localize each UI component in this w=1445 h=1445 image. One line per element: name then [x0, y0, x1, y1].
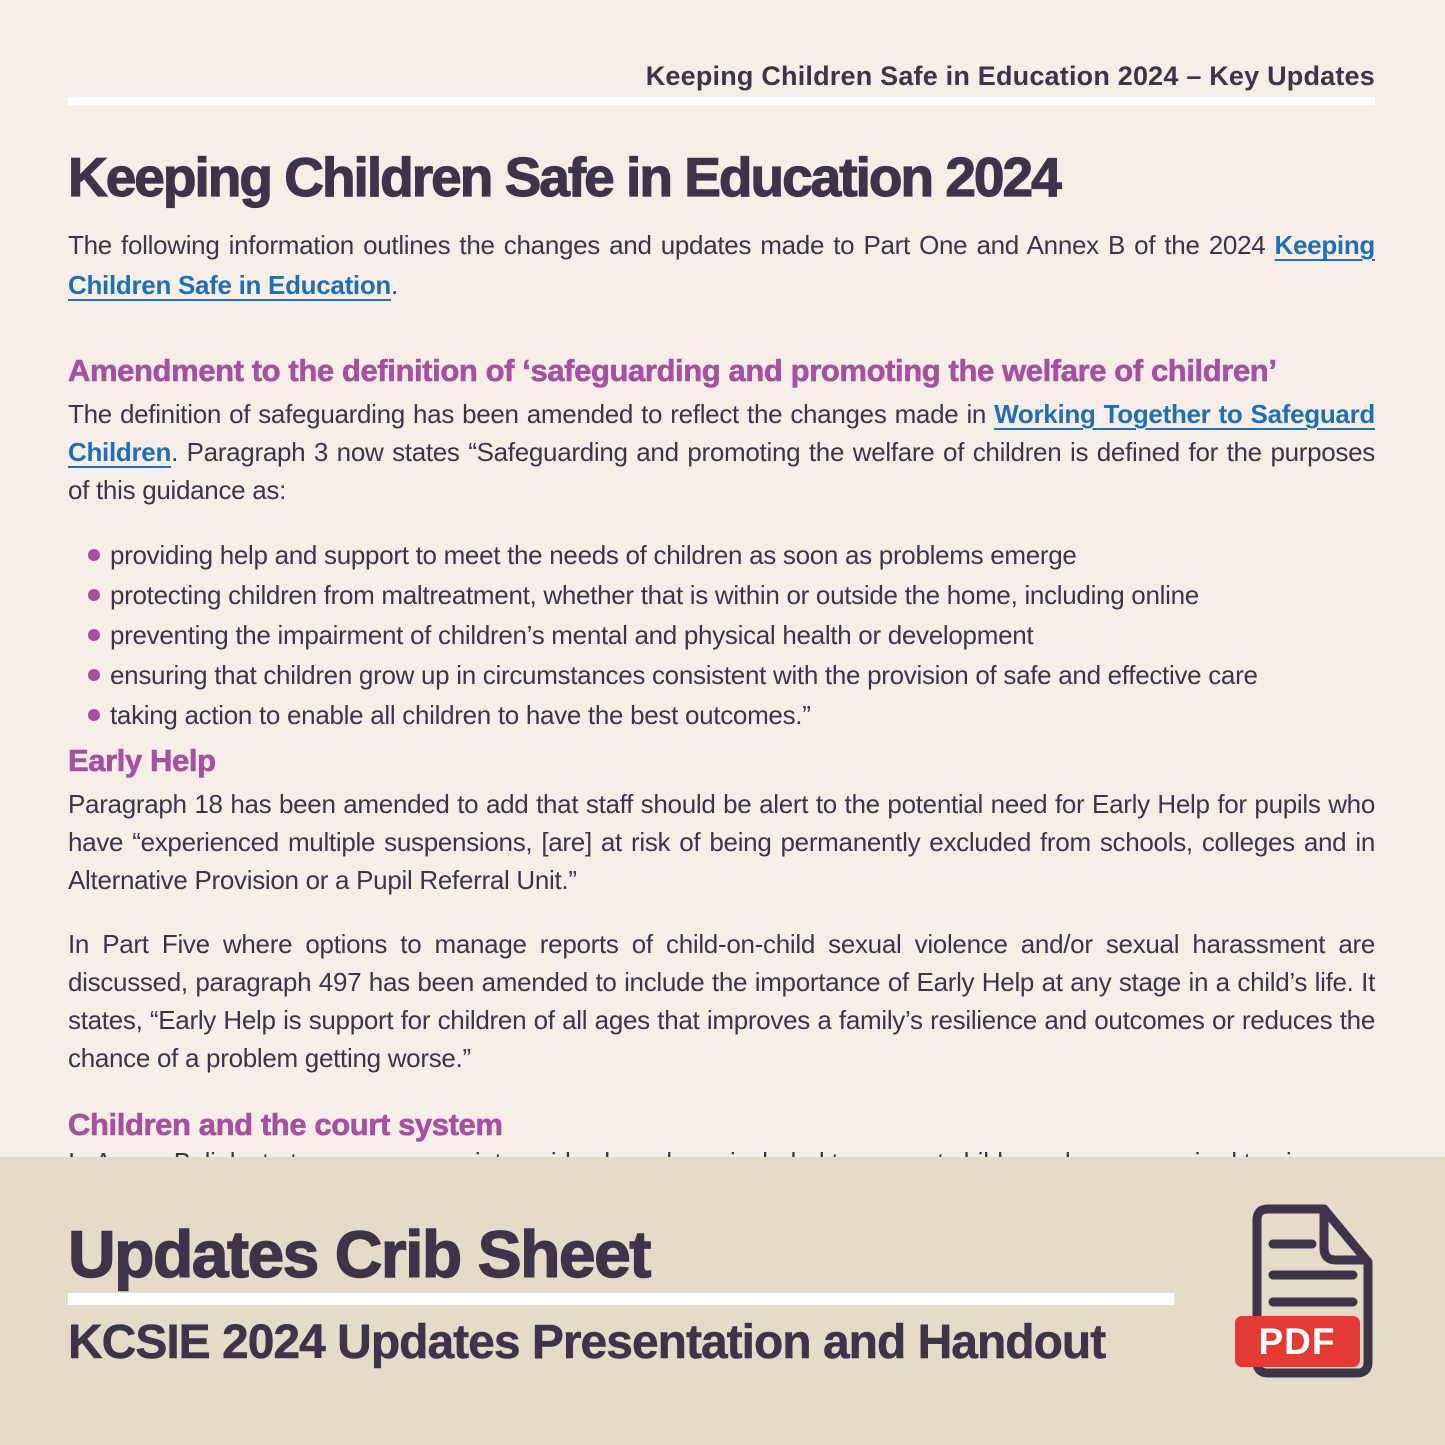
pdf-badge-label: PDF — [1258, 1321, 1336, 1362]
footer-subtitle: KCSIE 2024 Updates Presentation and Handout — [68, 1316, 1106, 1369]
pdf-file-icon — [1231, 1203, 1383, 1389]
section-heading-court-system: Children and the court system — [68, 1107, 503, 1142]
section-heading-amendment: Amendment to the definition of ‘safeguarding and promoting the welfare of children’ — [68, 353, 1277, 388]
section-heading-early-help: Early Help — [68, 743, 216, 778]
doc-header-label: Keeping Children Safe in Education 2024 – Key Updates — [645, 61, 1375, 91]
bullet-item: providing help and support to meet the needs of children as soon as problems emerge — [68, 535, 1375, 575]
text-segment: The following information outlines the changes and updates made to Part One and Annex B of the 2024 — [68, 230, 1275, 260]
footer-title: Updates Crib Sheet — [68, 1217, 650, 1291]
bullet-item: ensuring that children grow up in circumstances consistent with the provision of safe and effective care — [68, 655, 1375, 695]
bullet-item: protecting children from maltreatment, whether that is within or outside the home, including online — [68, 575, 1375, 615]
bullet-item: preventing the impairment of children’s mental and physical health or development — [68, 615, 1375, 655]
inline-link[interactable]: Working Together to Safeguard Children — [68, 399, 1375, 467]
early-help-paragraph-1: Paragraph 18 has been amended to add that staff should be alert to the potential need for Early Help for pupils who have “experienced multiple suspensions, [are] at risk of being permanently excluded from schools, colleges and in Alternative Provision or a Pupil Referral Unit.” — [68, 789, 1375, 895]
page-title: Keeping Children Safe in Education 2024 — [68, 146, 1060, 208]
inline-link[interactable]: Keeping Children Safe in Education — [68, 230, 1375, 300]
header-divider — [68, 97, 1375, 105]
text-segment: . — [391, 270, 398, 300]
early-help-paragraph-2: In Part Five where options to manage reports of child-on-child sexual violence and/or sexual harassment are discussed, paragraph 497 has been amended to include the importance of Early Help at any stage in a child’s life. It states, “Early Help is support for children of all ages that improves a family’s resilience and outcomes or reduces the chance of a problem getting worse.” — [68, 929, 1375, 1073]
bullet-list — [68, 535, 1375, 735]
text-segment: The definition of safeguarding has been amended to reflect the changes made in — [68, 399, 995, 429]
text-segment: . Paragraph 3 now states “Safeguarding and promoting the welfare of children is defined for the purposes of this guidance as: — [68, 437, 1375, 505]
intro-paragraph — [68, 225, 1375, 305]
amendment-paragraph — [68, 395, 1375, 509]
footer-divider — [68, 1293, 1174, 1305]
footer-band — [0, 1157, 1445, 1445]
bullet-item: taking action to enable all children to have the best outcomes.” — [68, 695, 1375, 735]
